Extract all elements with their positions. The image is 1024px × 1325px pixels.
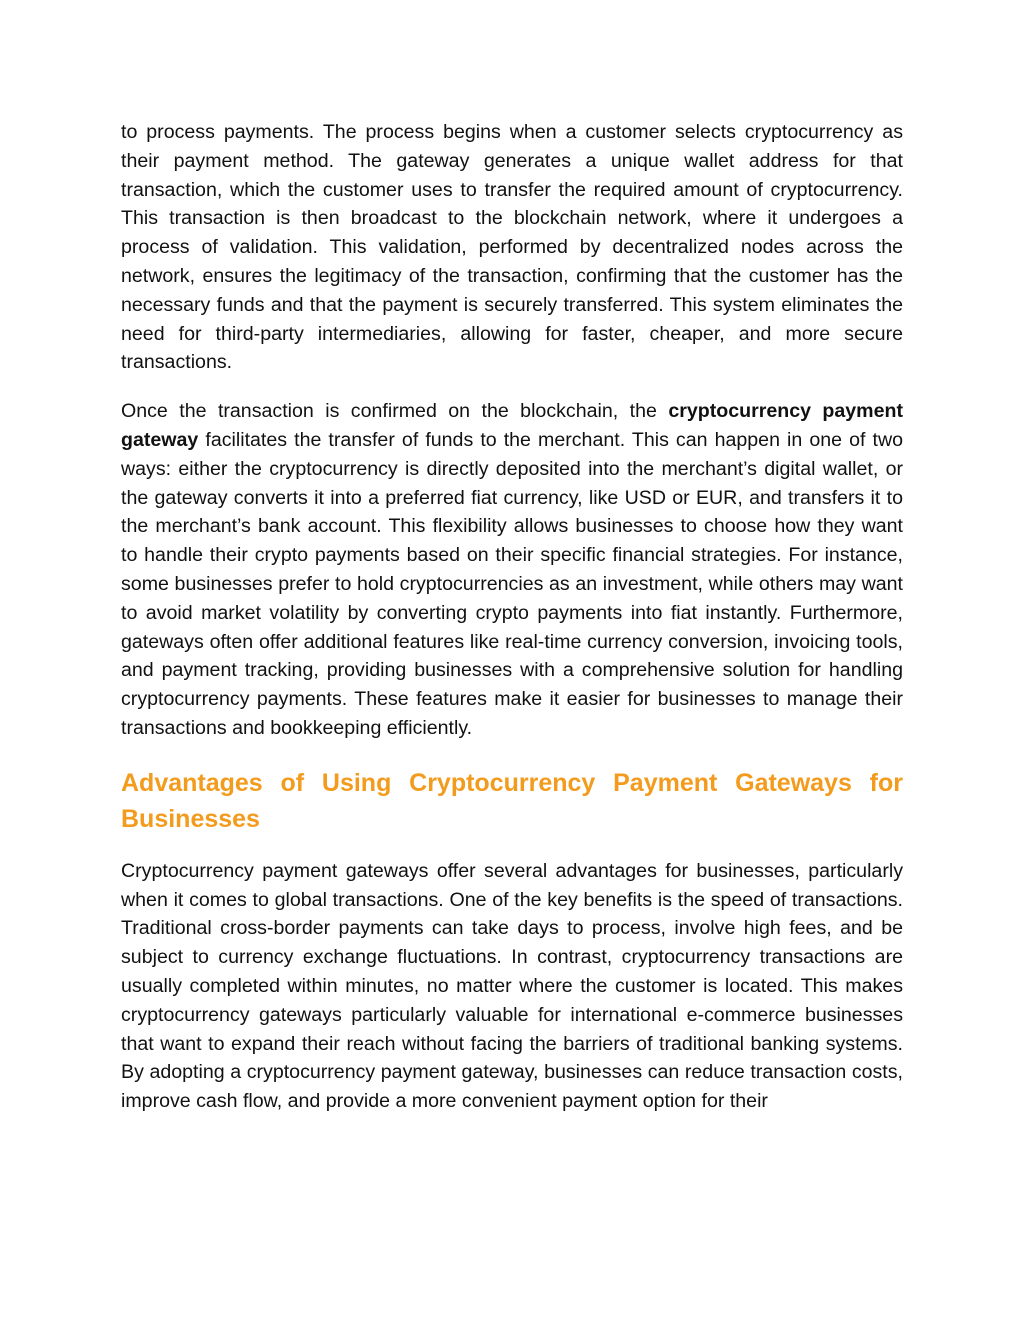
bold-keyword-cryptocurrency-payment-gateway: cryptocurrency payment gateway bbox=[121, 400, 903, 451]
document-page bbox=[121, 118, 903, 1116]
paragraph-fund-transfer-intro: Once the transaction is confirmed on the blockchain, the bbox=[121, 400, 669, 423]
paragraph-fund-transfer bbox=[121, 397, 903, 743]
paragraph-payment-process: to process payments. The process begins when a customer selects cryptocurrency as their payment method. The gateway generates a unique wallet address for that transaction, which the customer uses to transfer the required amount of cryptocurrency. This transaction is then broadcast to the blockchain network, where it undergoes a process of validation. This validation, performed by decentralized nodes across the network, ensures the legitimacy of the transaction, confirming that the customer has the necessary funds and that the payment is securely transferred. This system eliminates the need for third-party intermediaries, allowing for faster, cheaper, and more secure transactions. bbox=[121, 121, 903, 374]
paragraph-advantages: Cryptocurrency payment gateways offer several advantages for businesses, particularly when it comes to global transactions. One of the key benefits is the speed of transactions. Traditional cross-border payments can take days to process, involve high fees, and be subject to currency exchange fluctuations. In contrast, cryptocurrency transactions are usually completed within minutes, no matter where the customer is located. This makes cryptocurrency gateways particularly valuable for international e-commerce businesses that want to expand their reach without facing the barriers of traditional banking systems. By adopting a cryptocurrency payment gateway, businesses can reduce transaction costs, improve cash flow, and provide a more convenient payment option for their bbox=[121, 859, 903, 1113]
paragraph-fund-transfer-rest: facilitates the transfer of funds to the merchant. This can happen in one of two ways: either the cryptocurrency is directly deposited into the merchant’s digital wallet, or the gateway converts it into a preferred fiat currency, like USD or EUR, and transfers it to the merchant’s bank account. This flexibility allows businesses to choose how they want to handle their crypto payments based on their specific financial strategies. For instance, some businesses prefer to hold cryptocurrencies as an investment, while others may want to avoid market volatility by converting crypto payments into fiat instantly. Furthermore, gateways often offer additional features like real-time currency conversion, invoicing tools, and payment tracking, providing businesses with a comprehensive solution for handling cryptocurrency payments. These features make it easier for businesses to manage their transactions and bookkeeping efficiently. bbox=[121, 428, 903, 739]
section-heading-advantages: Advantages of Using Cryptocurrency Payment Gateways for Businesses bbox=[121, 768, 903, 833]
